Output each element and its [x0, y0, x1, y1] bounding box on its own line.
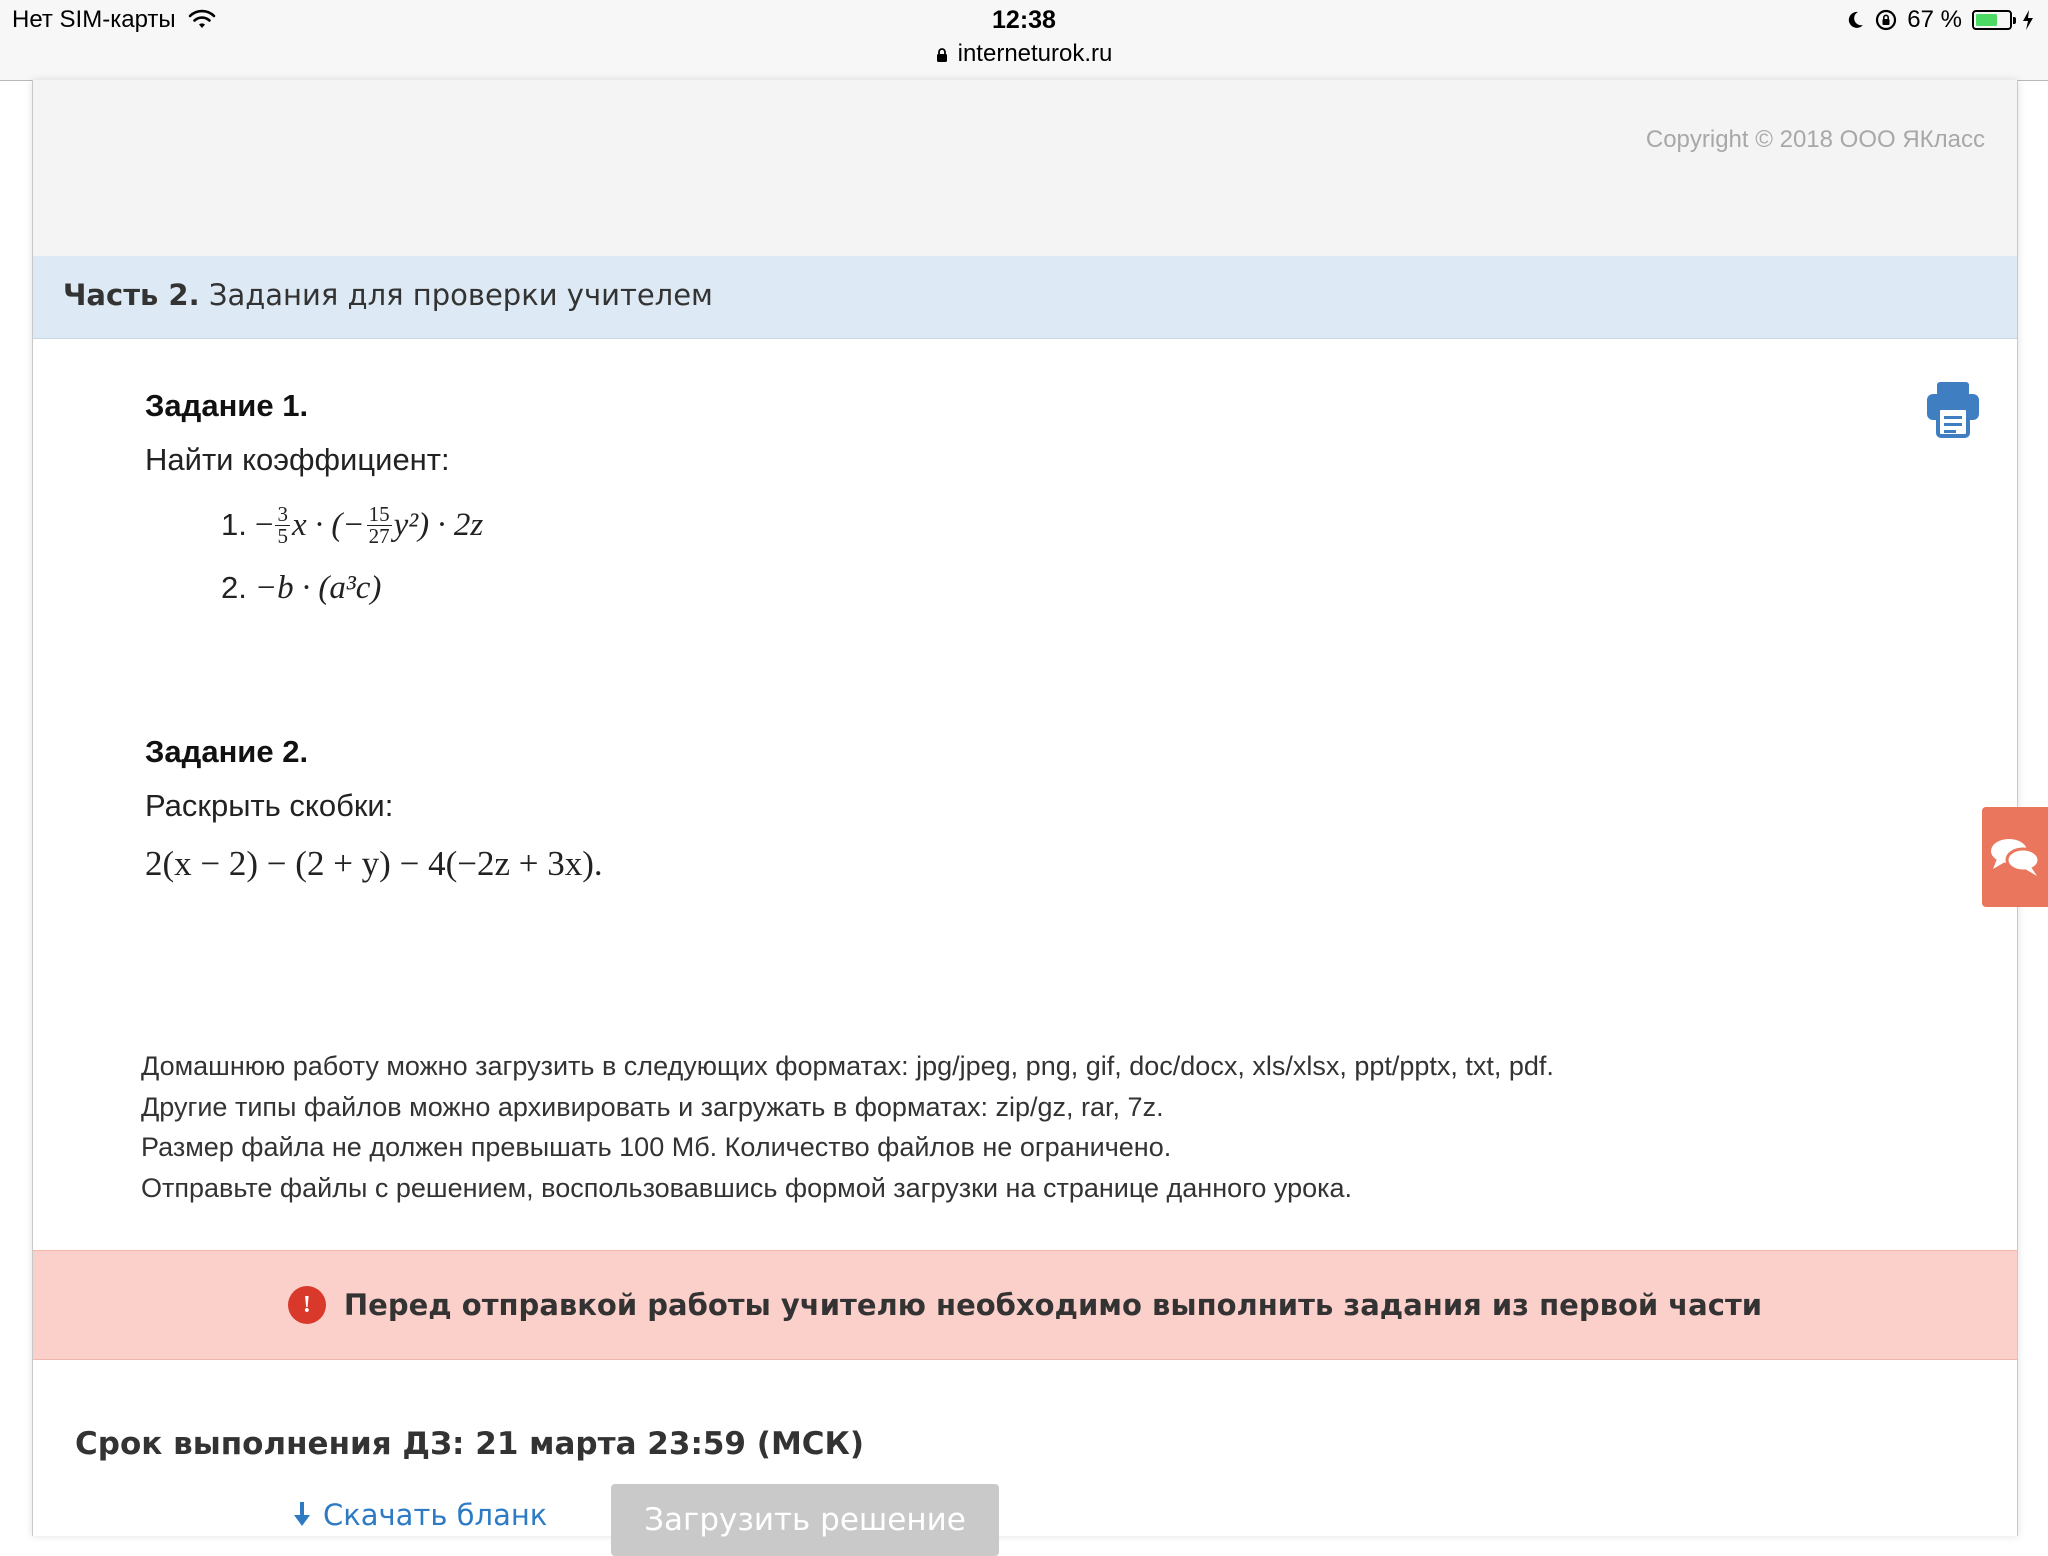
task-1-item-1: 1. − $\frac{3}{5}$ x · (− $\frac{15}{27}$ y²) · 2z [221, 501, 484, 548]
download-arrow-icon [293, 1502, 311, 1528]
print-icon[interactable] [1925, 380, 1981, 438]
alert-text: Перед отправкой работы учителю необходимо выполнить задания из первой части [343, 1288, 1763, 1322]
rotation-lock-icon [1875, 9, 1897, 31]
part-title [63, 278, 713, 312]
part-number: Часть 2. [63, 278, 200, 312]
upload-solution-button[interactable]: Загрузить решение [611, 1484, 999, 1556]
url-text: interneturok.ru [957, 40, 1113, 67]
charging-bolt-icon [2022, 10, 2034, 30]
task-1-item-2: 2. −b · (a³c) [221, 570, 382, 606]
task-2-title: Задание 2. [145, 734, 309, 769]
task-2-subtitle: Раскрыть скобки: [145, 788, 394, 823]
deadline-text: Срок выполнения ДЗ: 21 марта 23:59 (МСК) [75, 1426, 865, 1462]
info-line: Отправьте файлы с решением, воспользовавшись формой загрузки на странице данного урока. [141, 1172, 1353, 1203]
clock: 12:38 [992, 6, 1056, 34]
address-bar[interactable] [0, 40, 2048, 68]
footer-area [33, 80, 2017, 257]
info-line: Другие типы файлов можно архивировать и загружать в форматах: zip/gz, rar, 7z. [141, 1091, 1164, 1122]
status-bar [0, 0, 2048, 81]
status-right [1845, 6, 2034, 34]
task-1-subtitle: Найти коэффициент: [145, 442, 450, 477]
task-2-expression: 2(x − 2) − (2 + y) − 4(−2z + 3x). [145, 844, 603, 883]
page-card [32, 80, 2018, 1536]
task-1 [145, 388, 483, 607]
info-line: Размер файла не должен превышать 100 Мб. Количество файлов не ограничено. [141, 1132, 1172, 1162]
part-name: Задания для проверки учителем [208, 278, 713, 312]
task-2 [145, 734, 603, 884]
battery-percent: 67 % [1907, 6, 1962, 33]
lock-icon [936, 48, 948, 62]
part-header [33, 256, 2017, 339]
chat-tab[interactable] [1982, 807, 2048, 907]
upload-instructions [141, 1046, 1554, 1208]
fraction-15-27: $\frac{15}{27}$ [368, 501, 390, 548]
fraction-3-5: $\frac{3}{5}$ [277, 501, 288, 548]
exclamation-icon: ! [288, 1286, 326, 1324]
chat-icon [1989, 836, 2041, 878]
moon-icon [1845, 10, 1865, 30]
warning-alert [33, 1250, 2017, 1360]
battery-icon [1972, 10, 2012, 30]
copyright: Copyright © 2018 ООО ЯКласс [1645, 126, 1985, 153]
info-line: Домашнюю работу можно загрузить в следующих форматах: jpg/jpeg, png, gif, doc/docx, xls/xlsx, ppt/pptx, txt, pdf. [141, 1051, 1554, 1081]
carrier-label: Нет SIM-карты [12, 6, 176, 33]
download-link-label: Скачать бланк [323, 1498, 548, 1532]
task-1-title: Задание 1. [145, 388, 309, 423]
download-form-link[interactable] [293, 1498, 547, 1532]
